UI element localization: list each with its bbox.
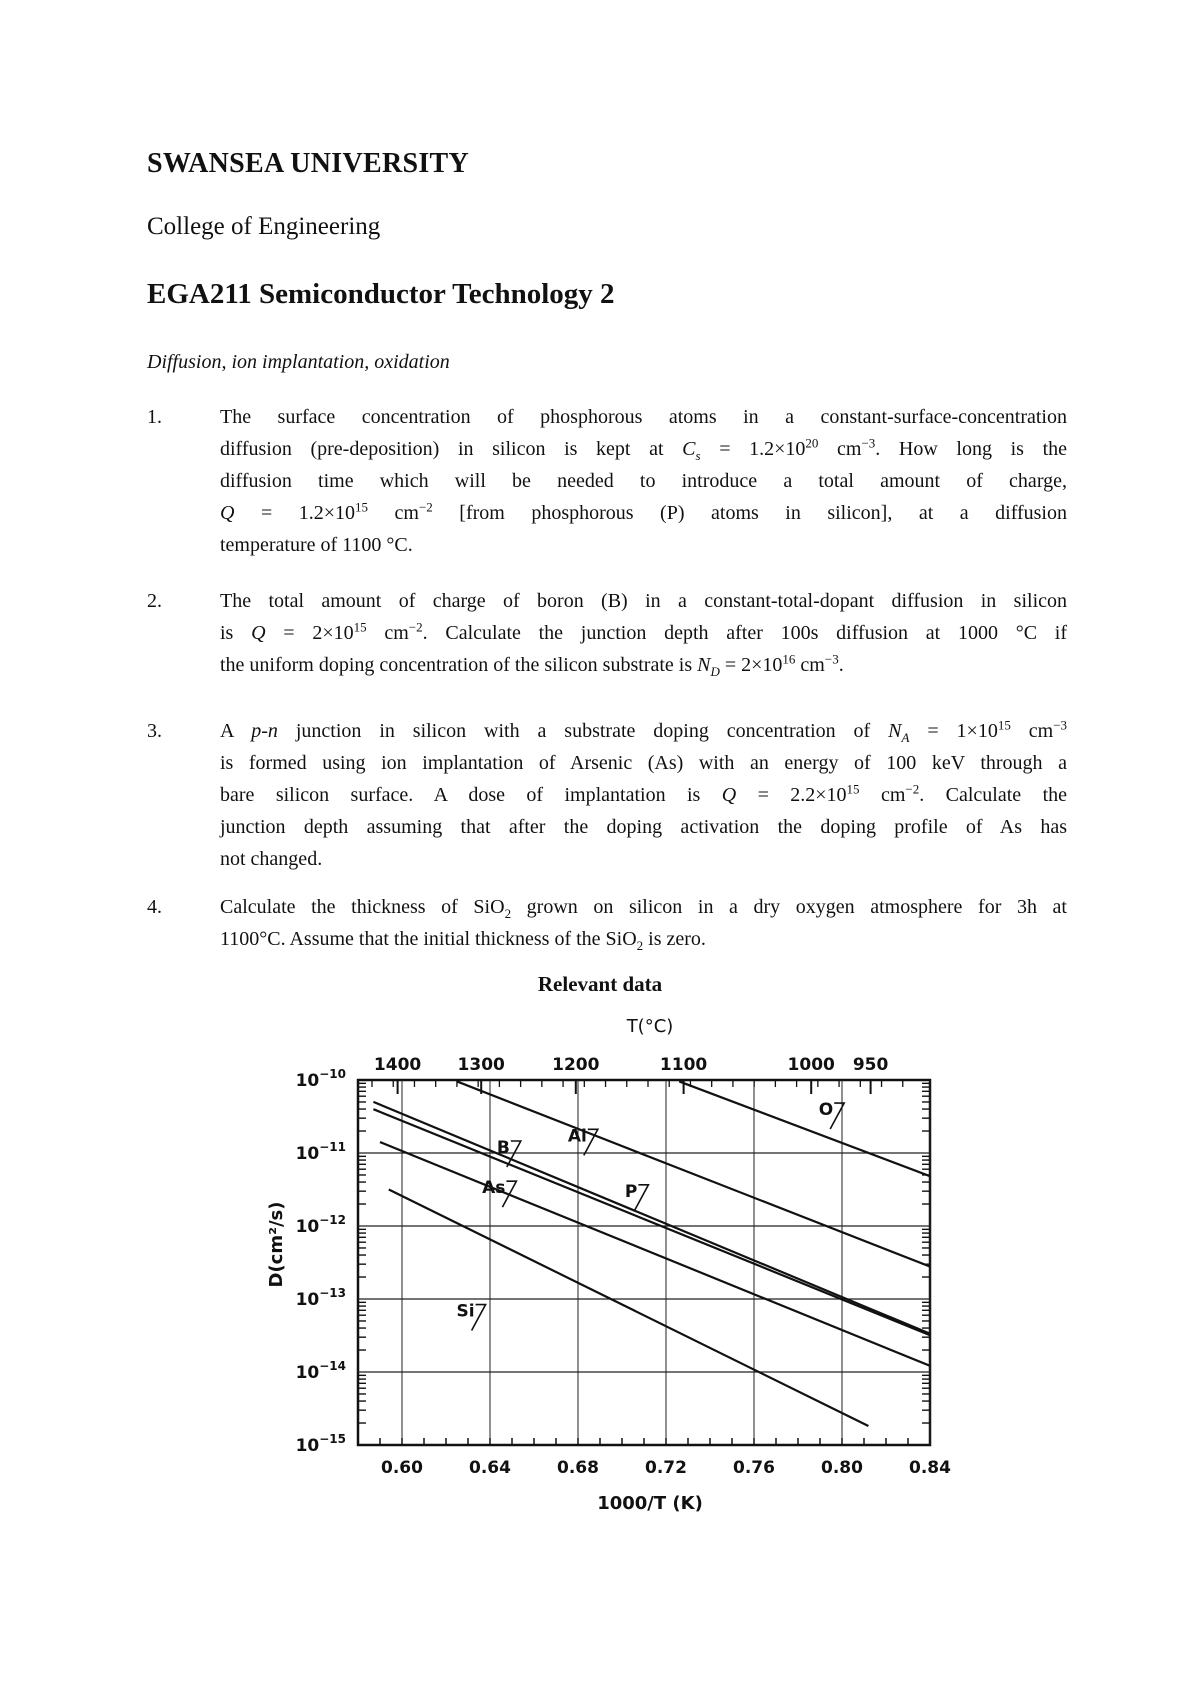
question-text-line: the uniform doping concentration of the silicon substrate is $N_D = 2\times 10^{16}$ $cm^{-3}$. bbox=[220, 651, 844, 679]
question-3 bbox=[147, 715, 1067, 875]
question-text-line: The surface concentration of phosphorous atoms in a constant-surface-concentration bbox=[220, 406, 1067, 428]
series-line-o bbox=[679, 1081, 934, 1177]
x-tick-label: 0.68 bbox=[557, 1458, 599, 1478]
x-tick-label: 0.80 bbox=[821, 1458, 863, 1478]
series-label-as: As bbox=[482, 1178, 506, 1199]
question-text-line: is formed using ion implantation of Arsenic (As) with an energy of 100 keV through a bbox=[220, 752, 1067, 774]
diffusivity-chart bbox=[240, 1000, 980, 1600]
y-axis-label: D(cm²/s) bbox=[266, 1201, 287, 1288]
x-tick-label: 0.84 bbox=[909, 1458, 951, 1478]
plot-frame bbox=[358, 1080, 930, 1445]
y-tick-label: $10^{-11}$ bbox=[295, 1140, 346, 1164]
x-axis-label: 1000/T (K) bbox=[597, 1493, 703, 1514]
x-tick-label: 0.76 bbox=[733, 1458, 775, 1478]
top-tick-label: 1000 bbox=[787, 1055, 835, 1075]
question-text-line: $Q = 1.2\times 10^{15}$ $cm^{-2}$ [from phosphorous (P) atoms in silicon], at a diffusion bbox=[220, 499, 1067, 524]
y-tick-label: $10^{-10}$ bbox=[295, 1067, 346, 1091]
university-name: SWANSEA UNIVERSITY bbox=[147, 148, 470, 179]
series-label-o: O bbox=[818, 1100, 834, 1121]
course-title: EGA211 Semiconductor Technology 2 bbox=[147, 278, 615, 310]
question-1 bbox=[147, 401, 1067, 561]
question-text-line: diffusion (pre-deposition) in silicon is kept at $C_s = 1.2\times 10^{20}$ $cm^{-3}$. How long is the bbox=[220, 435, 1068, 463]
question-text-line: bare silicon surface. A dose of implantation is $Q = 2.2\times 10^{15}$ $cm^{-2}$. Calculate the bbox=[220, 781, 1067, 806]
question-number: 3. bbox=[147, 720, 162, 742]
question-text-line: junction depth assuming that after the doping activation the doping profile of As has bbox=[220, 816, 1067, 838]
y-tick-label: $10^{-13}$ bbox=[295, 1286, 346, 1310]
question-number: 4. bbox=[147, 896, 162, 918]
series-label-b: B bbox=[496, 1138, 510, 1158]
question-number: 1. bbox=[147, 406, 162, 428]
question-text-line: not changed. bbox=[220, 848, 323, 870]
question-text-line: Calculate the thickness of SiO$_2$ grown on silicon in a dry oxygen atmosphere for 3h at bbox=[220, 896, 1067, 921]
top-tick-label: 1100 bbox=[659, 1055, 708, 1075]
y-tick-label: $10^{-12}$ bbox=[295, 1213, 346, 1237]
top-axis-label: T(°C) bbox=[626, 1016, 674, 1037]
x-tick-label: 0.72 bbox=[645, 1458, 687, 1478]
question-text-line: The total amount of charge of boron (B) in a constant-total-dopant diffusion in silicon bbox=[220, 590, 1067, 612]
relevant-data-heading: Relevant data bbox=[537, 972, 663, 996]
top-tick-label: 950 bbox=[852, 1055, 889, 1075]
topic-subtitle: Diffusion, ion implantation, oxidation bbox=[147, 351, 450, 373]
x-tick-label: 0.64 bbox=[469, 1458, 511, 1478]
series-line-b bbox=[373, 1102, 934, 1336]
question-text-line: is $Q = 2\times 10^{15}$ $cm^{-2}$. Calculate the junction depth after 100s diffusion at 1000 °C if bbox=[220, 619, 1067, 644]
top-tick-label: 1300 bbox=[457, 1055, 505, 1075]
y-tick-label: $10^{-14}$ bbox=[295, 1359, 346, 1383]
college-name: College of Engineering bbox=[147, 213, 381, 240]
y-tick-label: $10^{-15}$ bbox=[295, 1432, 346, 1456]
series-line-as bbox=[380, 1142, 934, 1368]
top-tick-label: 1400 bbox=[373, 1055, 422, 1075]
series-label-p: P bbox=[624, 1181, 638, 1202]
question-text-line: diffusion time which will be needed to introduce a total amount of charge, bbox=[220, 470, 1067, 492]
question-number: 2. bbox=[147, 590, 162, 612]
series-label-si: Si bbox=[456, 1301, 475, 1322]
question-text-line: temperature of 1100 °C. bbox=[220, 534, 413, 556]
question-2 bbox=[147, 585, 1067, 681]
x-tick-label: 0.60 bbox=[381, 1458, 423, 1478]
series-label-al: Al bbox=[567, 1126, 587, 1147]
question-4 bbox=[147, 891, 1067, 955]
question-text-line: 1100°C. Assume that the initial thickness of the SiO$_2$ is zero. bbox=[220, 928, 706, 953]
question-text-line: A p-n junction in silicon with a substrate doping concentration of $N_A = 1\times 10^{15}$ $cm^{-3}$ bbox=[220, 717, 1068, 745]
top-tick-label: 1200 bbox=[552, 1055, 600, 1075]
